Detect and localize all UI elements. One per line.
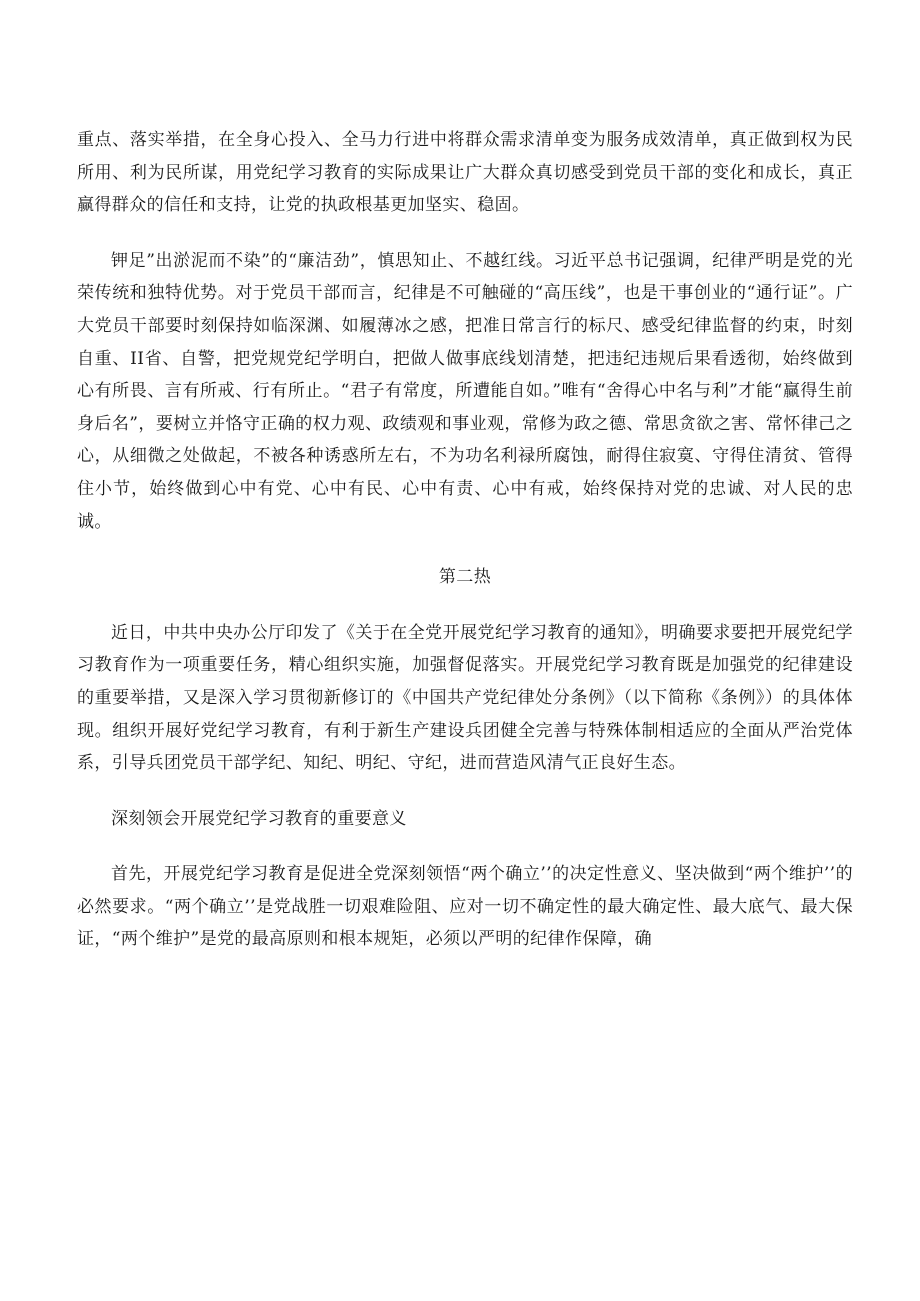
paragraph-4: 首先，开展党纪学习教育是促进全党深刻领悟“两个确立’’的决定性意义、坚决做到“两个维护’’的必然要求。“两个确立’’是党战胜一切艰难险阻、应对一切不确定性的最大确定性、最大底气、最大保证，“两个维护”是党的最高原则和根本规矩，必须以严明的纪律作保障，确: [77, 864, 853, 950]
paragraph-2: 钾足”出淤泥而不染”的“廉洁劲”，慎思知止、不越红线。习近平总书记强调，纪律严明是党的光荣传统和独特优势。对于党员干部而言，纪律是不可触碰的“高压线”，也是干事创业的“通行证”。广大党员干部要时刻保持如临深渊、如履薄冰之感，把准日常言行的标尺、感受纪律监督的约束，时刻自重、II省、自警，把党规党纪学明白，把做人做事底线划清楚，把违纪违规后果看透彻，始终做到心有所畏、言有所戒、行有所止。“君子有常度，所遭能自如。”唯有“舍得心中名与利”才能“赢得生前身后名”，要树立并恪守正确的权力观、政绩观和事业观，常修为政之德、常思贪欲之害、常怀律己之心，从细微之处做起，不被各种诱惑所左右，不为功名利禄所腐蚀，耐得住寂寞、守得住清贫、管得住小节，始终做到心中有党、心中有民、心中有责、心中有戒，始终保持对党的忠诚、对人民的忠诚。: [77, 250, 853, 532]
document-body: [77, 124, 853, 979]
section-heading: 第二热: [438, 567, 492, 588]
paragraph-3: 近日，中共中央办公厅印发了《关于在全党开展党纪学习教育的通知》，明确要求要把开展党纪学习教育作为一项重要任务，精心组织实施，加强督促落实。开展党纪学习教育既是加强党的纪律建设的重要举措，又是深入学习贯彻新修订的《中国共产党纪律处分条例》（以下简称《条例》）的具体体现。组织开展好党纪学习教育，有利于新生产建设兵团健全完善与特殊体制相适应的全面从严治党体系，引导兵团党员干部学纪、知纪、明纪、守纪，进而营造风清气正良好生态。: [77, 622, 853, 774]
subheading: 深刻领会开展党纪学习教育的重要意义: [111, 808, 407, 829]
paragraph-1: 重点、落实举措，在全身心投入、全马力行进中将群众需求清单变为服务成效清单，真正做到权为民所用、利为民所谋，用党纪学习教育的实际成果让广大群众真切感受到党员干部的变化和成长，真正赢得群众的信任和支持，让党的执政根基更加坚实、稳固。: [77, 130, 853, 216]
